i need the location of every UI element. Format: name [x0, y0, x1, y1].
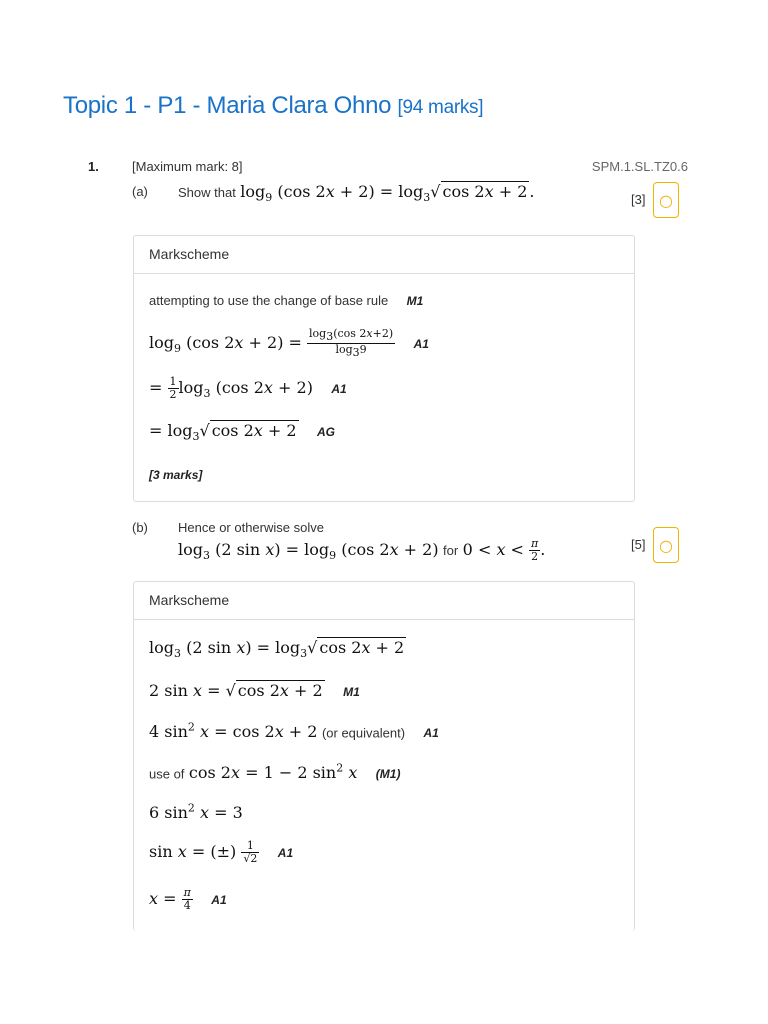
- ms-b-step-6: sin x = (±) $\frac{1}{√2}$ A1: [149, 839, 294, 865]
- ms-a-step-4: = $\log_3√$ cos 2x + 2 AG: [149, 421, 336, 444]
- ms-a-step-2-award: A1: [413, 337, 429, 352]
- question-number: 1.: [88, 159, 99, 174]
- part-b-condition: for: [443, 543, 459, 558]
- ms-a-total-text: [3 marks]: [149, 468, 203, 482]
- ms-b-step-2-award: M1: [343, 685, 360, 699]
- part-b-prompt: Hence or otherwise solve: [178, 520, 324, 535]
- part-a-marks: [3]: [631, 192, 646, 207]
- ms-a-step-1-award: M1: [406, 294, 424, 308]
- part-a-equation: $\log_9 (\cos$ $2x + 2) = \log_3√$ cos 2x + 2 .: [240, 182, 535, 205]
- title-text: Topic 1 - P1 - Maria Clara Ohno: [63, 92, 392, 119]
- markscheme-a: [133, 235, 635, 502]
- ms-b-step-5: 6 $\sin^2 x = 3$: [149, 802, 243, 823]
- ms-b-step-1: $\log_3 (2$ $\sin x) = \log_3√$ cos 2x + 2: [149, 638, 405, 661]
- part-b-question: $\log_3 (2$ $\sin x) = \log_9 (\cos$ 2x + 2) for 0 < x < $\frac{\pi}{2}$ .: [178, 537, 546, 563]
- ms-b-step-7: x = $\frac{\pi}{4}$ A1: [149, 886, 227, 912]
- markscheme-b-header: Markscheme: [134, 582, 634, 620]
- lightbulb-icon[interactable]: ○: [653, 527, 679, 563]
- ms-b-step-3-award: A1: [423, 726, 439, 741]
- markscheme-b: [133, 581, 635, 931]
- ms-b-step-6-award: A1: [277, 846, 294, 860]
- ms-b-step-4-award: (M1): [375, 767, 401, 782]
- lightbulb-icon[interactable]: ○: [653, 182, 679, 218]
- ms-a-step-2: $\log_9 (\cos$ 2x + 2) = $\frac{\log_3(\cos 2x+2)}{\log_39}$ A1: [149, 327, 429, 360]
- part-a-prompt: Show that: [178, 185, 236, 200]
- title-marks: [94 marks]: [397, 97, 484, 118]
- ms-a-step-4-award: AG: [317, 425, 336, 439]
- part-a-label: (a): [132, 184, 148, 199]
- part-a-question: [178, 182, 534, 204]
- ms-b-step-3-note: (or equivalent): [321, 725, 406, 741]
- ms-a-total: [149, 466, 202, 484]
- ms-a-step-3: = $\frac{1}{2}$ $\log_3 (\cos$ 2x + 2) A1: [149, 375, 347, 401]
- markscheme-a-header: Markscheme: [134, 236, 634, 274]
- part-b-marks: [5]: [631, 537, 646, 552]
- ms-b-step-7-award: A1: [211, 893, 227, 907]
- page-title: [63, 92, 483, 120]
- ms-b-step-3: 4 $\sin^2 x = \cos 2x + 2$ (or equivalent) A1: [149, 721, 439, 742]
- ms-b-step-2: 2 sin x = √ cos 2x + 2 M1: [149, 681, 360, 700]
- ms-b-step-4: use of cos 2x = 1 − 2 $\sin^2 x$ (M1): [149, 762, 401, 783]
- ms-a-step-3-award: A1: [331, 382, 347, 396]
- max-mark: [Maximum mark: 8]: [132, 159, 243, 174]
- ms-a-step-1-text: attempting to use the change of base rule: [149, 293, 389, 308]
- ms-a-step-1: [149, 292, 423, 310]
- part-b-label: (b): [132, 520, 148, 535]
- question-code: SPM.1.SL.TZ0.6: [591, 159, 688, 174]
- ms-b-step-4-prefix: use of: [149, 766, 185, 782]
